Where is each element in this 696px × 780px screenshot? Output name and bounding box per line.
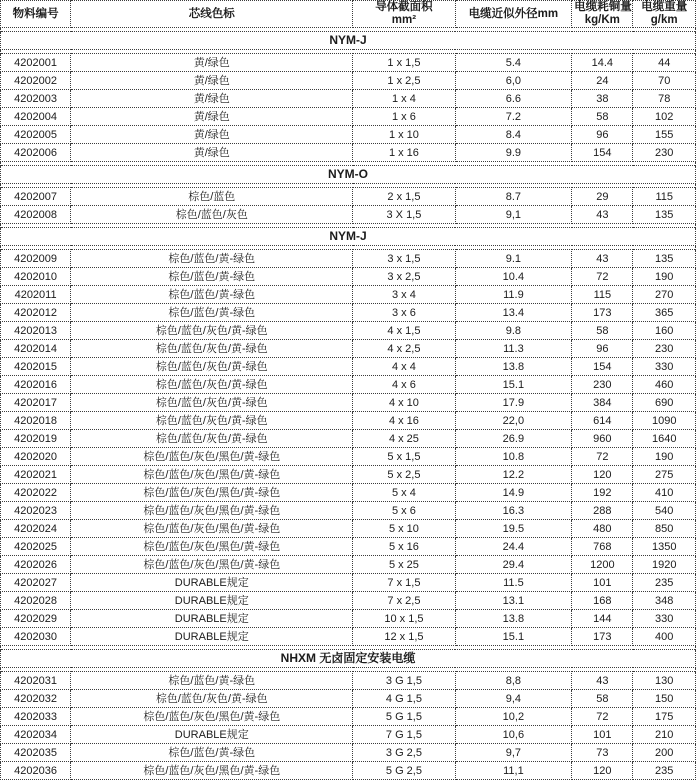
cell-copper-usage: 154 bbox=[572, 144, 633, 162]
cell-outer-diameter: 29.4 bbox=[455, 556, 572, 574]
cell-cable-weight: 400 bbox=[633, 628, 696, 646]
cell-material-no: 4202017 bbox=[1, 394, 71, 412]
column-label: 芯线色标 bbox=[188, 7, 235, 20]
cell-copper-usage: 614 bbox=[572, 412, 633, 430]
cell-outer-diameter: 13.8 bbox=[455, 358, 572, 376]
cell-cable-weight: 1350 bbox=[633, 538, 696, 556]
table-row bbox=[1, 126, 696, 144]
cell-outer-diameter: 13.1 bbox=[455, 592, 572, 610]
cell-cross-section: 1 x 4 bbox=[353, 90, 455, 108]
cell-cross-section: 4 x 2,5 bbox=[353, 340, 455, 358]
table-row bbox=[1, 726, 696, 744]
cell-copper-usage: 24 bbox=[572, 72, 633, 90]
cell-core-color: 棕色/蓝色/灰色/黄-绿色 bbox=[71, 358, 353, 376]
cell-core-color: 棕色/蓝色/黄-绿色 bbox=[71, 250, 353, 268]
cell-cable-weight: 135 bbox=[633, 206, 696, 224]
cell-cable-weight: 230 bbox=[633, 340, 696, 358]
section-title-row bbox=[1, 650, 696, 668]
cell-cross-section: 3 x 4 bbox=[353, 286, 455, 304]
cell-cable-weight: 78 bbox=[633, 90, 696, 108]
table-row bbox=[1, 484, 696, 502]
cell-core-color: 棕色/蓝色 bbox=[71, 188, 353, 206]
cell-material-no: 4202005 bbox=[1, 126, 71, 144]
table-header bbox=[1, 1, 696, 28]
column-header-core-color bbox=[71, 1, 353, 28]
cell-outer-diameter: 14.9 bbox=[455, 484, 572, 502]
cell-cross-section: 5 x 2,5 bbox=[353, 466, 455, 484]
cell-outer-diameter: 11.5 bbox=[455, 574, 572, 592]
cell-cross-section: 5 x 1,5 bbox=[353, 448, 455, 466]
cell-core-color: 黄/绿色 bbox=[71, 90, 353, 108]
cell-material-no: 4202008 bbox=[1, 206, 71, 224]
cell-cross-section: 1 x 1,5 bbox=[353, 54, 455, 72]
cell-copper-usage: 173 bbox=[572, 304, 633, 322]
cell-core-color: DURABLE规定 bbox=[71, 592, 353, 610]
table-row bbox=[1, 286, 696, 304]
cell-outer-diameter: 10.8 bbox=[455, 448, 572, 466]
cell-material-no: 4202009 bbox=[1, 250, 71, 268]
table-row bbox=[1, 108, 696, 126]
cell-copper-usage: 1200 bbox=[572, 556, 633, 574]
cell-outer-diameter: 8.4 bbox=[455, 126, 572, 144]
cell-outer-diameter: 11.9 bbox=[455, 286, 572, 304]
cell-copper-usage: 58 bbox=[572, 108, 633, 126]
cell-cross-section: 5 x 10 bbox=[353, 520, 455, 538]
cell-outer-diameter: 22,0 bbox=[455, 412, 572, 430]
cell-outer-diameter: 26.9 bbox=[455, 430, 572, 448]
column-header-cable-weight bbox=[633, 1, 696, 28]
cell-cross-section: 4 x 25 bbox=[353, 430, 455, 448]
cell-outer-diameter: 15.1 bbox=[455, 628, 572, 646]
cell-core-color: 黄/绿色 bbox=[71, 108, 353, 126]
cell-core-color: 棕色/蓝色/灰色/黄-绿色 bbox=[71, 376, 353, 394]
cell-copper-usage: 29 bbox=[572, 188, 633, 206]
cell-cable-weight: 130 bbox=[633, 672, 696, 690]
table-row bbox=[1, 672, 696, 690]
cell-core-color: 棕色/蓝色/灰色/黑色/黄-绿色 bbox=[71, 556, 353, 574]
cell-core-color: DURABLE规定 bbox=[71, 726, 353, 744]
cell-cross-section: 3 x 2,5 bbox=[353, 268, 455, 286]
cell-material-no: 4202002 bbox=[1, 72, 71, 90]
cell-material-no: 4202027 bbox=[1, 574, 71, 592]
cell-material-no: 4202028 bbox=[1, 592, 71, 610]
cell-copper-usage: 154 bbox=[572, 358, 633, 376]
cell-cable-weight: 1090 bbox=[633, 412, 696, 430]
cell-copper-usage: 768 bbox=[572, 538, 633, 556]
cell-core-color: 棕色/蓝色/灰色/黑色/黄-绿色 bbox=[71, 466, 353, 484]
cell-cross-section: 4 x 1,5 bbox=[353, 322, 455, 340]
cell-core-color: 黄/绿色 bbox=[71, 72, 353, 90]
cell-material-no: 4202016 bbox=[1, 376, 71, 394]
cell-cross-section: 3 G 2,5 bbox=[353, 744, 455, 762]
cell-outer-diameter: 10,6 bbox=[455, 726, 572, 744]
cell-outer-diameter: 6,0 bbox=[455, 72, 572, 90]
cell-cross-section: 4 G 1,5 bbox=[353, 690, 455, 708]
cell-outer-diameter: 9,1 bbox=[455, 206, 572, 224]
column-header-cross-section bbox=[353, 1, 455, 28]
cell-cable-weight: 365 bbox=[633, 304, 696, 322]
cell-material-no: 4202004 bbox=[1, 108, 71, 126]
section-title: NYM-J bbox=[1, 32, 696, 50]
cell-material-no: 4202024 bbox=[1, 520, 71, 538]
cell-cross-section: 4 x 10 bbox=[353, 394, 455, 412]
cell-material-no: 4202006 bbox=[1, 144, 71, 162]
table-row bbox=[1, 206, 696, 224]
table-row bbox=[1, 610, 696, 628]
cell-copper-usage: 96 bbox=[572, 126, 633, 144]
cell-material-no: 4202032 bbox=[1, 690, 71, 708]
cell-material-no: 4202015 bbox=[1, 358, 71, 376]
cell-core-color: 黄/绿色 bbox=[71, 144, 353, 162]
cell-material-no: 4202013 bbox=[1, 322, 71, 340]
section-title: NYM-O bbox=[1, 166, 696, 184]
cell-copper-usage: 43 bbox=[572, 250, 633, 268]
column-unit: kg/Km bbox=[584, 14, 620, 27]
cell-core-color: DURABLE规定 bbox=[71, 574, 353, 592]
cell-copper-usage: 288 bbox=[572, 502, 633, 520]
cell-outer-diameter: 13.4 bbox=[455, 304, 572, 322]
cell-core-color: 棕色/蓝色/灰色/黄-绿色 bbox=[71, 690, 353, 708]
cell-copper-usage: 480 bbox=[572, 520, 633, 538]
cell-core-color: 棕色/蓝色/灰色/黑色/黄-绿色 bbox=[71, 762, 353, 780]
cell-outer-diameter: 11,1 bbox=[455, 762, 572, 780]
table-row bbox=[1, 538, 696, 556]
column-label: 电缆近似外径mm bbox=[468, 7, 559, 20]
column-label: 导体截面积 bbox=[375, 1, 433, 13]
table-row bbox=[1, 708, 696, 726]
table-row bbox=[1, 520, 696, 538]
cell-cable-weight: 1920 bbox=[633, 556, 696, 574]
cell-cross-section: 7 G 1,5 bbox=[353, 726, 455, 744]
section-title: NHXM 无卤固定安装电缆 bbox=[1, 650, 696, 668]
cell-copper-usage: 43 bbox=[572, 206, 633, 224]
section-title-row bbox=[1, 32, 696, 50]
cell-outer-diameter: 9.1 bbox=[455, 250, 572, 268]
cell-core-color: 棕色/蓝色/黄-绿色 bbox=[71, 304, 353, 322]
cell-cable-weight: 275 bbox=[633, 466, 696, 484]
cell-core-color: 黄/绿色 bbox=[71, 126, 353, 144]
cell-cross-section: 5 x 25 bbox=[353, 556, 455, 574]
column-unit: mm² bbox=[391, 14, 417, 27]
cell-core-color: 棕色/蓝色/黄-绿色 bbox=[71, 744, 353, 762]
cell-cable-weight: 155 bbox=[633, 126, 696, 144]
cell-material-no: 4202010 bbox=[1, 268, 71, 286]
cell-copper-usage: 72 bbox=[572, 448, 633, 466]
cell-cross-section: 3 x 6 bbox=[353, 304, 455, 322]
cell-outer-diameter: 6.6 bbox=[455, 90, 572, 108]
cell-core-color: 棕色/蓝色/灰色/黄-绿色 bbox=[71, 394, 353, 412]
column-header-outer-diameter bbox=[455, 1, 572, 28]
cell-cross-section: 1 x 10 bbox=[353, 126, 455, 144]
cell-material-no: 4202023 bbox=[1, 502, 71, 520]
cell-material-no: 4202026 bbox=[1, 556, 71, 574]
table-row bbox=[1, 592, 696, 610]
cell-copper-usage: 960 bbox=[572, 430, 633, 448]
cell-cross-section: 1 x 2,5 bbox=[353, 72, 455, 90]
cell-material-no: 4202034 bbox=[1, 726, 71, 744]
cell-copper-usage: 144 bbox=[572, 610, 633, 628]
cell-outer-diameter: 9,4 bbox=[455, 690, 572, 708]
column-label: 电缆重量 bbox=[641, 1, 688, 13]
cell-cable-weight: 200 bbox=[633, 744, 696, 762]
cell-cross-section: 5 x 16 bbox=[353, 538, 455, 556]
cell-core-color: 棕色/蓝色/黄-绿色 bbox=[71, 268, 353, 286]
table-row bbox=[1, 322, 696, 340]
cell-copper-usage: 73 bbox=[572, 744, 633, 762]
cell-copper-usage: 43 bbox=[572, 672, 633, 690]
table-row bbox=[1, 358, 696, 376]
cell-cable-weight: 348 bbox=[633, 592, 696, 610]
cell-cable-weight: 1640 bbox=[633, 430, 696, 448]
cell-copper-usage: 230 bbox=[572, 376, 633, 394]
cell-core-color: 黄/绿色 bbox=[71, 54, 353, 72]
cell-copper-usage: 120 bbox=[572, 762, 633, 780]
cell-material-no: 4202036 bbox=[1, 762, 71, 780]
cell-cross-section: 2 x 1,5 bbox=[353, 188, 455, 206]
cell-cross-section: 12 x 1,5 bbox=[353, 628, 455, 646]
cell-outer-diameter: 16.3 bbox=[455, 502, 572, 520]
cell-cable-weight: 410 bbox=[633, 484, 696, 502]
cell-core-color: 棕色/蓝色/灰色/黑色/黄-绿色 bbox=[71, 484, 353, 502]
cell-material-no: 4202019 bbox=[1, 430, 71, 448]
cell-material-no: 4202007 bbox=[1, 188, 71, 206]
cell-outer-diameter: 12.2 bbox=[455, 466, 572, 484]
cell-core-color: 棕色/蓝色/灰色/黑色/黄-绿色 bbox=[71, 520, 353, 538]
cell-cable-weight: 690 bbox=[633, 394, 696, 412]
cell-outer-diameter: 17.9 bbox=[455, 394, 572, 412]
table-row bbox=[1, 268, 696, 286]
section-title-row bbox=[1, 166, 696, 184]
cell-cable-weight: 460 bbox=[633, 376, 696, 394]
cell-copper-usage: 384 bbox=[572, 394, 633, 412]
cell-cross-section: 5 x 4 bbox=[353, 484, 455, 502]
cell-copper-usage: 58 bbox=[572, 690, 633, 708]
cell-cross-section: 10 x 1,5 bbox=[353, 610, 455, 628]
cell-core-color: 棕色/蓝色/灰色/黄-绿色 bbox=[71, 322, 353, 340]
cell-cross-section: 5 G 1,5 bbox=[353, 708, 455, 726]
cell-material-no: 4202003 bbox=[1, 90, 71, 108]
table-row bbox=[1, 412, 696, 430]
column-unit: g/km bbox=[650, 14, 678, 27]
table-row bbox=[1, 762, 696, 780]
table-row bbox=[1, 628, 696, 646]
table-row bbox=[1, 188, 696, 206]
table-row bbox=[1, 250, 696, 268]
cell-core-color: 棕色/蓝色/灰色/黑色/黄-绿色 bbox=[71, 538, 353, 556]
cell-cross-section: 7 x 1,5 bbox=[353, 574, 455, 592]
header-row bbox=[1, 1, 696, 28]
cell-cross-section: 3 x 1,5 bbox=[353, 250, 455, 268]
cell-core-color: 棕色/蓝色/灰色/黑色/黄-绿色 bbox=[71, 502, 353, 520]
cell-cross-section: 1 x 16 bbox=[353, 144, 455, 162]
cell-cable-weight: 235 bbox=[633, 574, 696, 592]
cell-material-no: 4202021 bbox=[1, 466, 71, 484]
table-row bbox=[1, 466, 696, 484]
cell-cable-weight: 160 bbox=[633, 322, 696, 340]
cell-copper-usage: 96 bbox=[572, 340, 633, 358]
cell-copper-usage: 58 bbox=[572, 322, 633, 340]
cell-copper-usage: 120 bbox=[572, 466, 633, 484]
table-row bbox=[1, 690, 696, 708]
cell-material-no: 4202020 bbox=[1, 448, 71, 466]
column-header-material-no bbox=[1, 1, 71, 28]
cell-core-color: 棕色/蓝色/灰色 bbox=[71, 206, 353, 224]
cell-cable-weight: 190 bbox=[633, 448, 696, 466]
table-row bbox=[1, 72, 696, 90]
cell-material-no: 4202001 bbox=[1, 54, 71, 72]
section-title-row bbox=[1, 228, 696, 246]
cell-material-no: 4202035 bbox=[1, 744, 71, 762]
cell-core-color: 棕色/蓝色/灰色/黑色/黄-绿色 bbox=[71, 708, 353, 726]
cell-cable-weight: 150 bbox=[633, 690, 696, 708]
cell-cable-weight: 270 bbox=[633, 286, 696, 304]
column-label: 电缆耗铜量 bbox=[574, 1, 632, 13]
cell-core-color: 棕色/蓝色/灰色/黄-绿色 bbox=[71, 412, 353, 430]
cell-cross-section: 1 x 6 bbox=[353, 108, 455, 126]
cell-cable-weight: 540 bbox=[633, 502, 696, 520]
cell-cable-weight: 190 bbox=[633, 268, 696, 286]
cell-material-no: 4202033 bbox=[1, 708, 71, 726]
table-body bbox=[1, 28, 696, 780]
table-row bbox=[1, 744, 696, 762]
table-row bbox=[1, 304, 696, 322]
cell-cross-section: 4 x 16 bbox=[353, 412, 455, 430]
cell-outer-diameter: 10,2 bbox=[455, 708, 572, 726]
cell-cable-weight: 115 bbox=[633, 188, 696, 206]
cell-copper-usage: 14.4 bbox=[572, 54, 633, 72]
table-row bbox=[1, 430, 696, 448]
cell-copper-usage: 173 bbox=[572, 628, 633, 646]
cell-outer-diameter: 15.1 bbox=[455, 376, 572, 394]
column-label: 物料编号 bbox=[12, 7, 59, 20]
cell-cross-section: 4 x 6 bbox=[353, 376, 455, 394]
cell-outer-diameter: 8,8 bbox=[455, 672, 572, 690]
cell-outer-diameter: 10.4 bbox=[455, 268, 572, 286]
section-title: NYM-J bbox=[1, 228, 696, 246]
cell-material-no: 4202014 bbox=[1, 340, 71, 358]
cell-cable-weight: 235 bbox=[633, 762, 696, 780]
cell-cross-section: 3 G 1,5 bbox=[353, 672, 455, 690]
cell-material-no: 4202025 bbox=[1, 538, 71, 556]
cell-core-color: 棕色/蓝色/灰色/黄-绿色 bbox=[71, 430, 353, 448]
cell-core-color: DURABLE规定 bbox=[71, 628, 353, 646]
cell-core-color: DURABLE规定 bbox=[71, 610, 353, 628]
cell-material-no: 4202029 bbox=[1, 610, 71, 628]
cell-outer-diameter: 11.3 bbox=[455, 340, 572, 358]
cell-cable-weight: 330 bbox=[633, 358, 696, 376]
table-row bbox=[1, 502, 696, 520]
cell-cable-weight: 135 bbox=[633, 250, 696, 268]
cell-cable-weight: 102 bbox=[633, 108, 696, 126]
cell-cable-weight: 210 bbox=[633, 726, 696, 744]
table-row bbox=[1, 448, 696, 466]
cell-cable-weight: 70 bbox=[633, 72, 696, 90]
cell-core-color: 棕色/蓝色/灰色/黄-绿色 bbox=[71, 340, 353, 358]
cell-material-no: 4202011 bbox=[1, 286, 71, 304]
table-row bbox=[1, 340, 696, 358]
cell-cross-section: 5 G 2,5 bbox=[353, 762, 455, 780]
cell-cable-weight: 230 bbox=[633, 144, 696, 162]
cell-cross-section: 3 X 1,5 bbox=[353, 206, 455, 224]
cell-material-no: 4202012 bbox=[1, 304, 71, 322]
cell-outer-diameter: 9,7 bbox=[455, 744, 572, 762]
table-row bbox=[1, 376, 696, 394]
cell-cross-section: 7 x 2,5 bbox=[353, 592, 455, 610]
table-row bbox=[1, 556, 696, 574]
cell-cable-weight: 44 bbox=[633, 54, 696, 72]
cell-copper-usage: 101 bbox=[572, 574, 633, 592]
table-row bbox=[1, 54, 696, 72]
cell-core-color: 棕色/蓝色/黄-绿色 bbox=[71, 672, 353, 690]
cell-material-no: 4202018 bbox=[1, 412, 71, 430]
cell-cable-weight: 850 bbox=[633, 520, 696, 538]
column-header-copper-usage bbox=[572, 1, 633, 28]
cell-cross-section: 5 x 6 bbox=[353, 502, 455, 520]
cell-cross-section: 4 x 4 bbox=[353, 358, 455, 376]
cell-copper-usage: 72 bbox=[572, 708, 633, 726]
cell-material-no: 4202022 bbox=[1, 484, 71, 502]
cell-copper-usage: 115 bbox=[572, 286, 633, 304]
cell-copper-usage: 101 bbox=[572, 726, 633, 744]
cell-outer-diameter: 7.2 bbox=[455, 108, 572, 126]
cell-core-color: 棕色/蓝色/黄-绿色 bbox=[71, 286, 353, 304]
table-row bbox=[1, 394, 696, 412]
table-row bbox=[1, 144, 696, 162]
cell-outer-diameter: 24.4 bbox=[455, 538, 572, 556]
cell-outer-diameter: 5.4 bbox=[455, 54, 572, 72]
table-row bbox=[1, 574, 696, 592]
cell-copper-usage: 72 bbox=[572, 268, 633, 286]
cell-copper-usage: 192 bbox=[572, 484, 633, 502]
cell-outer-diameter: 13.8 bbox=[455, 610, 572, 628]
cell-cable-weight: 330 bbox=[633, 610, 696, 628]
table-row bbox=[1, 90, 696, 108]
cell-outer-diameter: 9.9 bbox=[455, 144, 572, 162]
cell-copper-usage: 168 bbox=[572, 592, 633, 610]
cell-material-no: 4202031 bbox=[1, 672, 71, 690]
cell-outer-diameter: 19.5 bbox=[455, 520, 572, 538]
cell-outer-diameter: 8.7 bbox=[455, 188, 572, 206]
cell-core-color: 棕色/蓝色/灰色/黑色/黄-绿色 bbox=[71, 448, 353, 466]
cell-outer-diameter: 9.8 bbox=[455, 322, 572, 340]
cell-material-no: 4202030 bbox=[1, 628, 71, 646]
cell-cable-weight: 175 bbox=[633, 708, 696, 726]
cell-copper-usage: 38 bbox=[572, 90, 633, 108]
